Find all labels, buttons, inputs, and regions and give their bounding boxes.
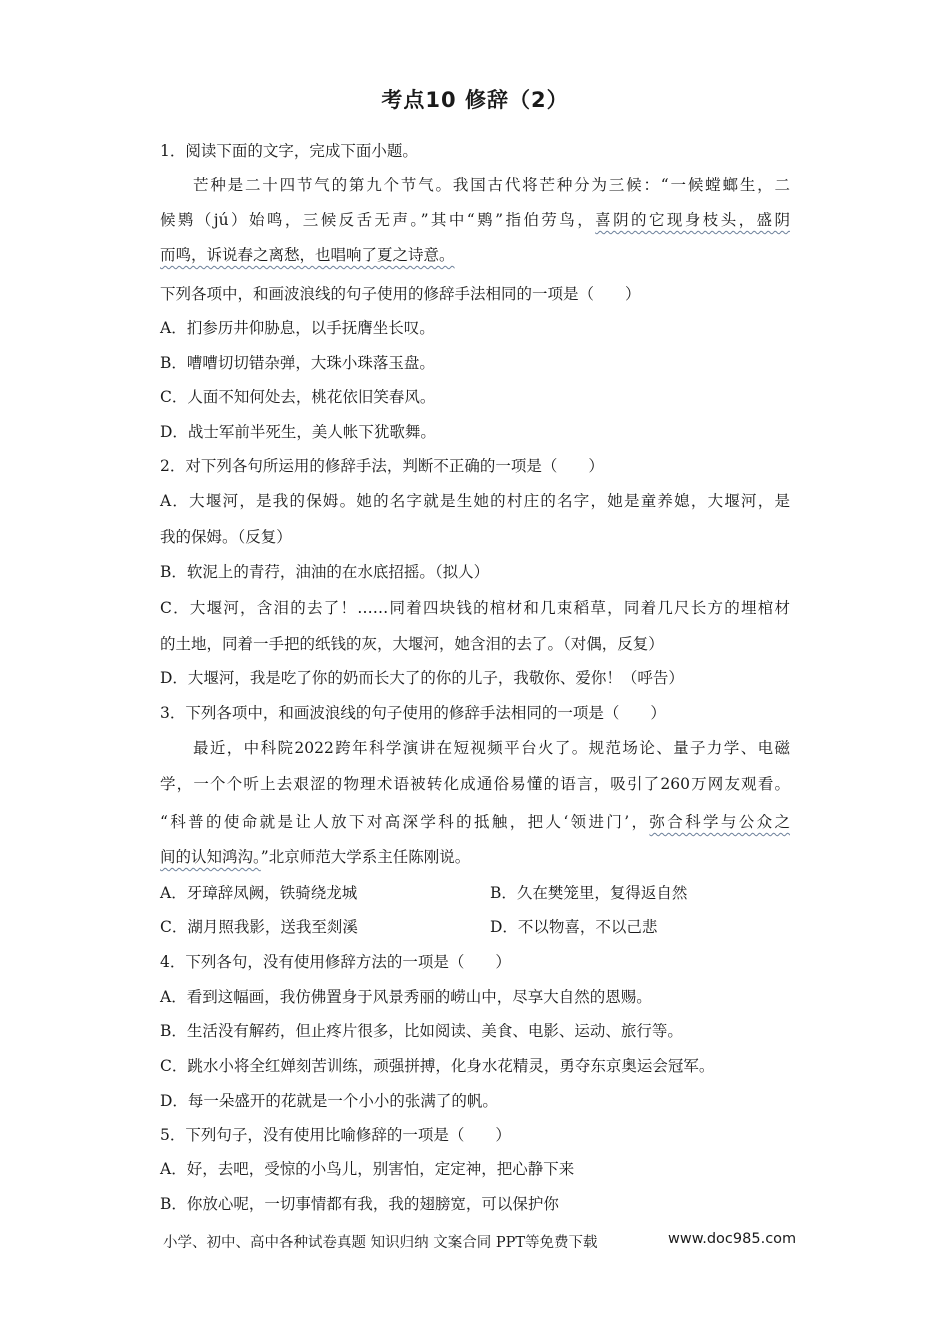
q1-wavy-sentence: 喜阴的它现身枝头，盛阴 bbox=[595, 211, 790, 229]
q3-wavy-sentence: 弥合科学与公众之 bbox=[649, 813, 790, 831]
q1-option-d: D．战士军前半死生，美人帐下犹歌舞。 bbox=[160, 423, 436, 441]
q4-option-a: A．看到这幅画，我仿佛置身于风景秀丽的崂山中，尽享大自然的恩赐。 bbox=[160, 988, 652, 1006]
q5-option-b: B．你放心呢，一切事情都有我，我的翅膀宽，可以保护你 bbox=[160, 1195, 559, 1213]
q2-option-d: D．大堰河，我是吃了你的奶而长大了的你的儿子，我敬你、爱你！（呼告） bbox=[160, 669, 684, 687]
q4-option-d: D．每一朵盛开的花就是一个小小的张满了的帆。 bbox=[160, 1092, 498, 1110]
q1-option-b: B．嘈嘈切切错杂弹，大珠小珠落玉盘。 bbox=[160, 354, 435, 372]
q2-option-a-line-1: A．大堰河，是我的保姆。她的名字就是生她的村庄的名字，她是童养媳，大堰河，是 bbox=[160, 492, 790, 510]
q1-passage-line-2: 候䴗（jú）始鸣，三候反舌无声。”其中“䴗”指伯劳鸟，喜阴的它现身枝头，盛阴 bbox=[160, 211, 790, 229]
q1-passage-line-3 bbox=[160, 245, 455, 265]
q1-option-a: A．扪参历井仰胁息，以手抚膺坐长叹。 bbox=[160, 319, 435, 337]
q4-option-b: B．生活没有解药，但止疼片很多，比如阅读、美食、电影、运动、旅行等。 bbox=[160, 1022, 683, 1040]
q3-option-b: B．久在樊笼里，复得返自然 bbox=[490, 884, 688, 902]
q2-option-c-line-2: 的土地，同着一手把的纸钱的灰，大堰河，她含泪的去了。（对偶，反复） bbox=[160, 635, 664, 653]
q3-option-d: D．不以物喜，不以己悲 bbox=[490, 918, 658, 936]
page-title: 考点10 修辞（2） bbox=[381, 88, 569, 112]
q3-stem: 3．下列各项中，和画波浪线的句子使用的修辞手法相同的一项是（ ） bbox=[160, 704, 666, 722]
q2-option-b: B．软泥上的青荇，油油的在水底招摇。（拟人） bbox=[160, 563, 490, 581]
q3-passage-line-2: 学，一个个听上去艰涩的物理术语被转化成通俗易懂的语言，吸引了260万网友观看。 bbox=[160, 775, 790, 793]
q1-stem: 1．阅读下面的文字，完成下面小题。 bbox=[160, 142, 418, 160]
q3-passage-line-1: 最近，中科院2022跨年科学演讲在短视频平台火了。规范场论、量子力学、电磁 bbox=[193, 739, 790, 757]
footer-site-link[interactable]: www.doc985.com bbox=[668, 1231, 797, 1247]
q3-wavy-sentence-cont: 间的认知鸿沟。 bbox=[160, 848, 261, 866]
q5-option-a: A．好，去吧，受惊的小鸟儿，别害怕，定定神，把心静下来 bbox=[160, 1160, 575, 1178]
q1-question: 下列各项中，和画波浪线的句子使用的修辞手法相同的一项是（ ） bbox=[160, 285, 641, 303]
q2-option-a-line-2: 我的保姆。（反复） bbox=[160, 528, 292, 546]
q2-option-c-line-1: C．大堰河，含泪的去了！……同着四块钱的棺材和几束稻草，同着几尺长方的埋棺材 bbox=[160, 599, 790, 617]
q5-stem: 5．下列句子，没有使用比喻修辞的一项是（ ） bbox=[160, 1126, 511, 1144]
q1-option-c: C．人面不知何处去，桃花依旧笑春风。 bbox=[160, 388, 436, 406]
q3-option-a: A．牙璋辞凤阙，铁骑绕龙城 bbox=[160, 884, 358, 902]
q3-passage-line-4: 间的认知鸿沟。”北京师范大学系主任陈刚说。 bbox=[160, 848, 471, 866]
q3-passage-line-3: “科普的使命就是让人放下对高深学科的抵触，把人‘领进门’，弥合科学与公众之 bbox=[160, 813, 790, 831]
q1-passage-line-1: 芒种是二十四节气的第九个节气。我国古代将芒种分为三候：“一候螳螂生，二 bbox=[193, 176, 790, 194]
q1-wavy-sentence-cont: 而鸣，诉说春之离愁，也唱响了夏之诗意。 bbox=[160, 246, 455, 264]
q2-stem: 2．对下列各句所运用的修辞手法，判断不正确的一项是（ ） bbox=[160, 457, 604, 475]
q4-stem: 4．下列各句，没有使用修辞方法的一项是（ ） bbox=[160, 953, 511, 971]
q4-option-c: C．跳水小将全红婵刻苦训练，顽强拼搏，化身水花精灵，勇夺东京奥运会冠军。 bbox=[160, 1057, 715, 1075]
q3-option-c: C．湖月照我影，送我至剡溪 bbox=[160, 918, 358, 936]
footer-download-text: 小学、初中、高中各种试卷真题 知识归纳 文案合同 PPT等免费下载 bbox=[163, 1235, 598, 1251]
